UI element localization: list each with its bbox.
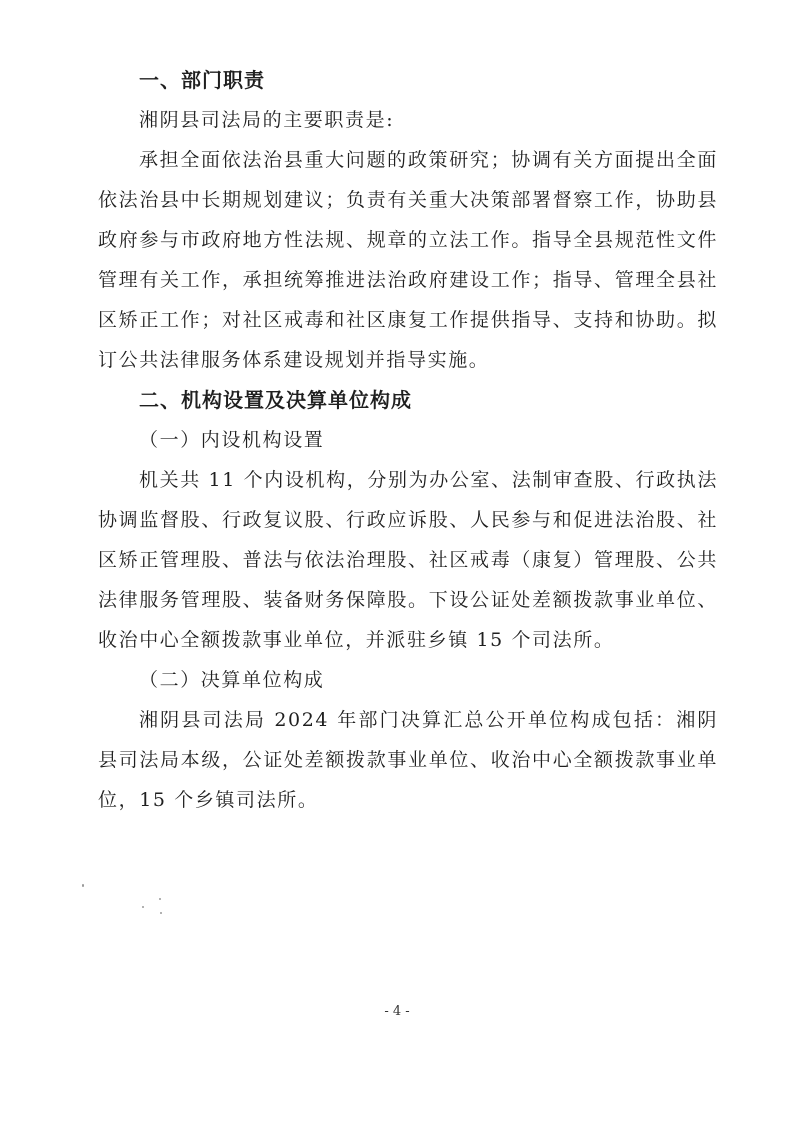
subsection-title-budget-units: （二）决算单位构成 [139,669,325,691]
scan-speck [160,912,162,914]
page-number: - 4 - [384,1004,410,1019]
scan-speck [159,898,161,900]
duties-paragraph: 承担全面依法治县重大问题的政策研究；协调有关方面提出全面依法治县中长期规划建议；负责有关重大决策部署督察工作，协助县政府参与市政府地方性法规、规章的立法工作。指导全县规范性文件管理有关工作，承担统筹推进法治政府建设工作；指导、管理全县社区矫正工作；对社区戒毒和社区康复工作提供指导、支持和协助。拟订公共法律服务体系建设规划并指导实施。 [98,149,718,371]
budget-units-paragraph: 湘阴县司法局 2024 年部门决算汇总公开单位构成包括：湘阴县司法局本级，公证处差额拨款事业单位、收治中心全额拨款事业单位，15 个乡镇司法所。 [98,709,718,811]
section-heading-duties: 一、部门职责 [139,68,265,92]
page-content [98,60,718,820]
section-heading-structure: 二、机构设置及决算单位构成 [139,388,412,412]
duties-intro: 湘阴县司法局的主要职责是: [139,109,395,131]
internal-units-paragraph: 机关共 11 个内设机构，分别为办公室、法制审查股、行政执法协调监督股、行政复议股、行政应诉股、人民参与和促进法治股、社区矫正管理股、普法与依法治理股、社区戒毒（康复）管理股、公共法律服务管理股、装备财务保障股。下设公证处差额拨款事业单位、收治中心全额拨款事业单位，并派驻乡镇 15 个司法所。 [98,469,718,651]
scan-speck [142,906,144,908]
scan-speck [82,884,84,887]
subsection-title-internal-units: （一）内设机构设置 [139,429,325,451]
